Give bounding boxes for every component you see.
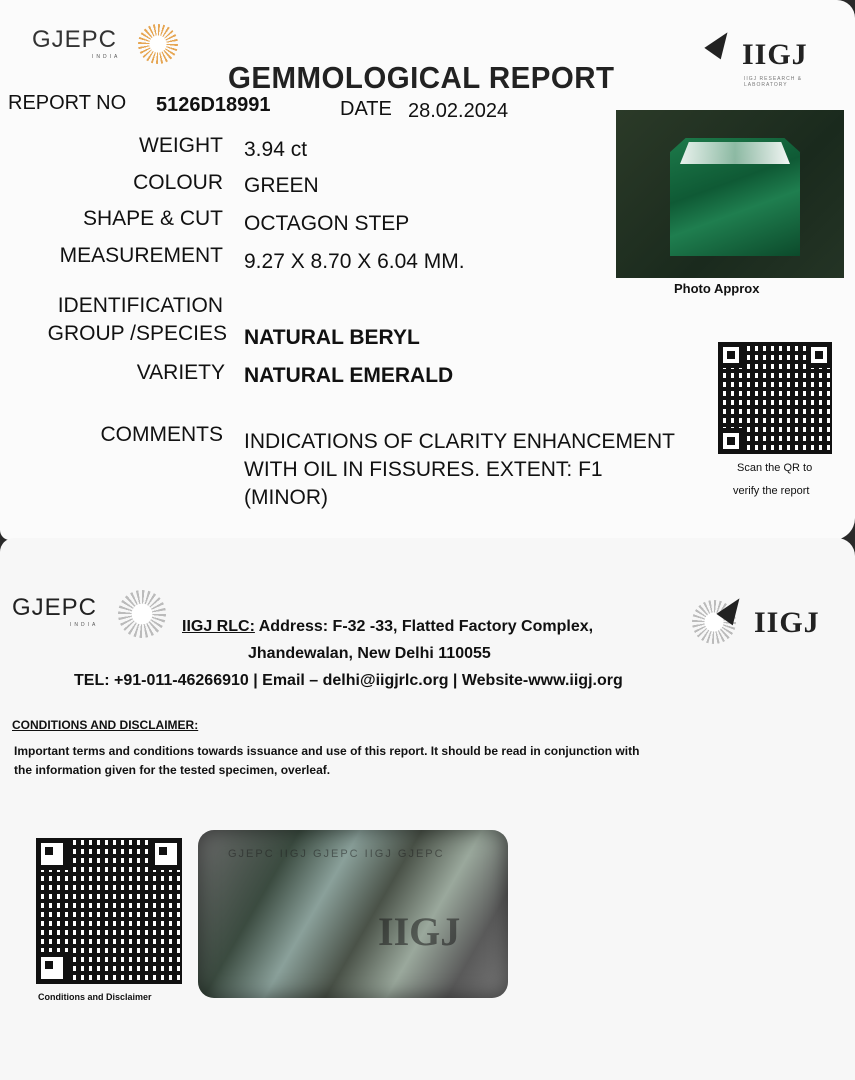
- comments-value: INDICATIONS OF CLARITY ENHANCEMENT WITH OIL IN FISSURES. EXTENT: F1 (MINOR): [244, 430, 675, 509]
- contact-line: TEL: +91-011-46266910 | Email – delhi@iigjrlc.org | Website-www.iigj.org: [74, 672, 623, 689]
- identification-label: IDENTIFICATION: [57, 294, 223, 317]
- weight-value: 3.94 ct: [244, 138, 308, 161]
- hologram-logo-text: IIGJ: [378, 909, 461, 954]
- group-species-value: NATURAL BERYL: [244, 326, 420, 349]
- report-no-value: 5126D18991: [156, 94, 271, 116]
- comments-label: COMMENTS: [100, 423, 223, 446]
- security-hologram: [198, 830, 508, 998]
- gem-photo: [616, 110, 844, 278]
- qr-caption-line2: verify the report: [733, 485, 810, 497]
- date-value: 28.02.2024: [408, 100, 509, 122]
- gjepc-logo-back: GJEPC INDIA: [12, 594, 99, 628]
- conditions-qr-code[interactable]: [36, 838, 182, 984]
- hologram-band-text: GJEPC IIGJ GJEPC IIGJ GJEPC: [228, 848, 445, 860]
- photo-caption: Photo Approx: [674, 281, 760, 296]
- report-title: GEMMOLOGICAL REPORT: [228, 60, 615, 95]
- gjepc-logo: GJEPC INDIA: [32, 26, 121, 60]
- colour-label: COLOUR: [133, 171, 223, 194]
- gjepc-sun-icon-back: [118, 590, 166, 638]
- measurement-value: 9.27 X 8.70 X 6.04 MM.: [244, 250, 465, 273]
- report-no-label: REPORT NO: [8, 92, 127, 114]
- qr-caption-line1: Scan the QR to: [737, 462, 813, 474]
- variety-label: VARIETY: [136, 361, 225, 384]
- address-line2: Jhandewalan, New Delhi 110055: [248, 645, 491, 662]
- date-label: DATE: [340, 98, 392, 120]
- group-species-label: GROUP /SPECIES: [47, 322, 227, 345]
- gjepc-sun-icon: [138, 24, 178, 64]
- conditions-qr-caption: Conditions and Disclaimer: [38, 992, 152, 1002]
- variety-value: NATURAL EMERALD: [244, 364, 454, 387]
- measurement-label: MEASUREMENT: [59, 244, 223, 267]
- colour-value: GREEN: [244, 174, 319, 197]
- iigj-arrow-icon: [704, 27, 735, 60]
- report-front-card: GJEPC INDIA IIGJ IIGJ RESEARCH & LABORATORY GEMMOLOGICAL REPORT REPORT NO 5126D18991 DATE 28.02.2024 WEIGHT 3.94 ct COLOUR GREEN SHAPE & CUT OCTAGON STEP MEASUREMENT 9.27 X 8.70 X 6.04 MM. IDENTIFICATION GROUP /SPECIES NATURAL BERYL VARIETY NATURAL EMERALD COMMENTS INDICATIONS OF CLARITY ENHANCEMENT WITH OIL IN FISSURES. EXTENT: F1 (MINOR) Photo Approx Scan the QR to verify the report: [0, 0, 855, 540]
- report-back-card: GJEPC INDIA IIGJ IIGJ RLC: Address: F-32 -33, Flatted Factory Complex, Jhandewalan, New Delhi 110055 TEL: +91-011-46266910 | Email – delhi@iigjrlc.org | Website-www.iigj.org CONDITIONS AND DISCLAIMER: Important terms and conditions towards issuance and use of this report. It should be read in conjunction with the information given for the tested specimen, overleaf. Conditions and Disclaimer GJEPC IIGJ GJEPC IIGJ GJEPC IIGJ: [0, 538, 855, 1080]
- verify-qr-code[interactable]: [718, 342, 832, 454]
- conditions-text: Important terms and conditions towards issuance and use of this report. It should be read in conjunction with the information given for the tested specimen, overleaf.: [14, 744, 640, 777]
- shape-cut-label: SHAPE & CUT: [82, 207, 223, 230]
- conditions-heading: CONDITIONS AND DISCLAIMER:: [12, 718, 199, 732]
- weight-label: WEIGHT: [139, 134, 223, 157]
- shape-cut-value: OCTAGON STEP: [244, 212, 410, 235]
- address-line1: IIGJ RLC: Address: F-32 -33, Flatted Factory Complex,: [182, 618, 594, 635]
